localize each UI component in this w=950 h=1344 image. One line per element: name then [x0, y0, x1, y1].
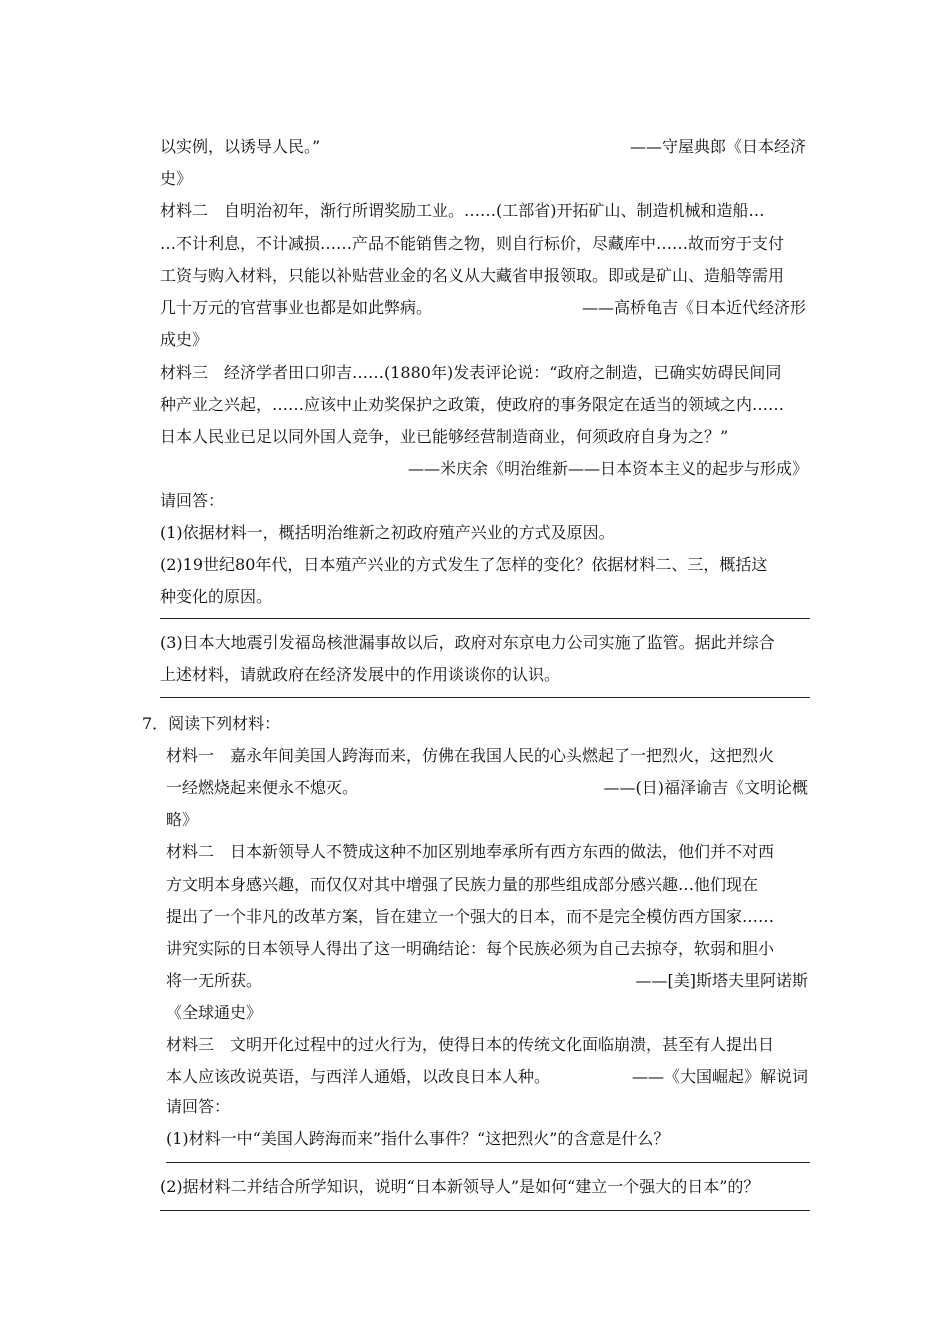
material-one-line: 材料一 嘉永年间美国人跨海而来，仿佛在我国人民的心头燃起了一把烈火，这把烈火: [166, 746, 775, 765]
material-two-line: …不计利息，不计减损……产品不能销售之物，则自行标价，尽藏库中……故而穷于支付: [160, 234, 785, 253]
answer-line[interactable]: [160, 697, 810, 698]
text: 几十万元的官营事业也都是如此弊病。: [160, 298, 433, 317]
material-three-line: 材料三 文明开化过程中的过火行为，使得日本的传统文化面临崩溃，甚至有人提出日: [166, 1035, 775, 1054]
material-two-line: 工资与购入材料，只能以补贴营业金的名义从大藏省申报领取。即或是矿山、造船等需用: [160, 266, 785, 285]
material-two-line: 讲究实际的日本领导人得出了这一明确结论：每个民族必须为自己去掠夺，软弱和胆小: [166, 939, 775, 958]
sub-question-2: (2)据材料二并结合所学知识，说明“日本新领导人”是如何“建立一个强大的日本”的？: [160, 1177, 760, 1196]
source: ——高桥龟吉《日本近代经济形: [581, 298, 806, 317]
sub-question-2-cont: 种变化的原因。: [160, 587, 273, 606]
sub-question-3-cont: 上述材料，请就政府在经济发展中的作用谈谈你的认识。: [160, 665, 561, 684]
text: 本人应该改说英语，与西洋人通婚，以改良日本人种。: [166, 1067, 551, 1086]
material-one-end: [160, 137, 806, 157]
source-cont: 《全球通史》: [166, 1003, 263, 1022]
material-two-line: [160, 298, 806, 318]
source-cont: 成史》: [160, 330, 209, 349]
answer-prompt: 请回答：: [166, 1097, 231, 1116]
text: 将一无所获。: [166, 971, 263, 990]
sub-question-2: (2)19世纪80年代，日本殖产兴业的方式发生了怎样的变化？依据材料二、三，概括这: [160, 555, 768, 574]
material-three-line: 材料三 经济学者田口卯吉……(1880年)发表评论说：“政府之制造，已确实妨碍民间同: [160, 363, 782, 382]
material-three-source: ——米庆余《明治维新——日本资本主义的起步与形成》: [407, 459, 808, 478]
answer-line[interactable]: [160, 1210, 810, 1211]
answer-prompt: 请回答：: [160, 491, 225, 510]
material-three-line: [166, 1067, 808, 1087]
sub-question-1: (1)依据材料一，概括明治维新之初政府殖产兴业的方式及原因。: [160, 523, 615, 542]
material-two-line: 方文明本身感兴趣，而仅仅对其中增强了民族力量的那些组成部分感兴趣…他们现在: [166, 875, 759, 894]
source-cont: 略》: [166, 810, 199, 829]
answer-line[interactable]: [160, 618, 810, 619]
source: ——[美]斯塔夫里阿诺斯: [635, 971, 808, 990]
material-three-line: 种产业之兴起，……应该中止劝奖保护之政策，使政府的事务限定在适当的领域之内……: [160, 395, 785, 414]
source: ——(日)福泽谕吉《文明论概: [603, 778, 808, 797]
sub-question-3: (3)日本大地震引发福岛核泄漏事故以后，政府对东京电力公司实施了监管。据此并综合: [160, 633, 775, 652]
source: ——守屋典郎《日本经济: [629, 137, 806, 156]
material-two-line: [166, 971, 808, 991]
answer-line[interactable]: [166, 1162, 810, 1163]
text: 一经燃烧起来便永不熄灭。: [166, 778, 359, 797]
source: ——《大国崛起》解说词: [631, 1067, 808, 1086]
material-two-line: 材料二 日本新领导人不赞成这种不加区别地奉承所有西方东西的做法，他们并不对西: [166, 842, 775, 861]
material-two-line: 材料二 自明治初年，渐行所谓奖励工业。……(工部省)开拓矿山、制造机械和造船…: [160, 201, 765, 220]
source-cont: 史》: [160, 169, 193, 188]
material-two-line: 提出了一个非凡的改革方案，旨在建立一个强大的日本，而不是完全模仿西方国家……: [166, 907, 775, 926]
material-one-line: [166, 778, 808, 798]
sub-question-1: (1)材料一中“美国人跨海而来”指什么事件？“这把烈火”的含意是什么？: [166, 1129, 670, 1148]
material-three-line: 日本人民业已足以同外国人竞争，业已能够经营制造商业，何须政府自身为之？”: [160, 427, 729, 446]
text: 以实例，以诱导人民。”: [160, 137, 321, 156]
question-7-heading: 7．阅读下列材料：: [142, 714, 281, 733]
